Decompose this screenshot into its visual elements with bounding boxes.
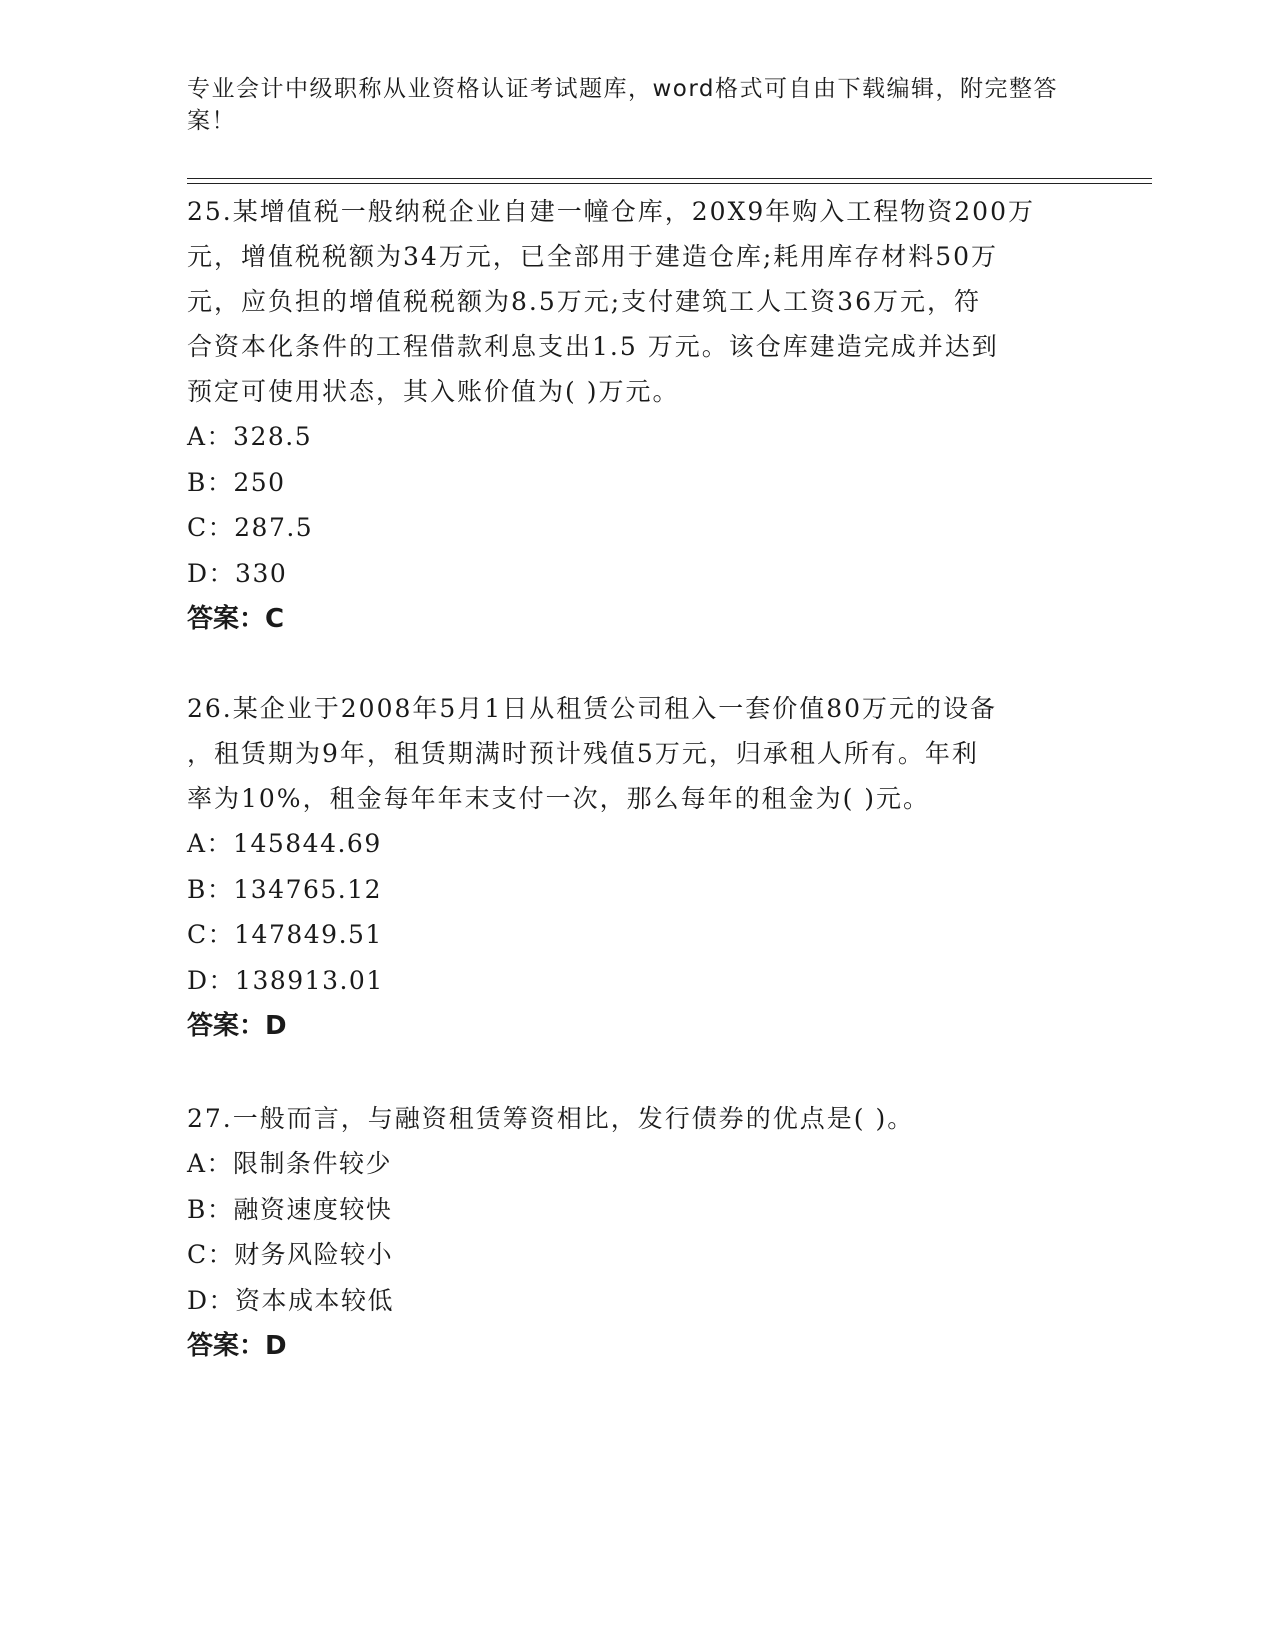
question-stem — [187, 189, 1087, 414]
option-c: C：财务风险较小 — [187, 1240, 394, 1269]
option-b: B：250 — [187, 467, 286, 497]
stem-line: 27.一般而言，与融资租赁筹资相比，发行债券的优点是( )。 — [187, 1104, 915, 1133]
stem-line: 26.某企业于2008年5月1日从租赁公司租入一套价值80万元的设备 — [187, 694, 998, 723]
question-27 — [187, 1096, 1087, 1369]
option-a: A：328.5 — [187, 422, 313, 451]
stem-line: 合资本化条件的工程借款利息支出1.5 万元。该仓库建造完成并达到 — [187, 332, 999, 361]
stem-line: 元，增值税税额为34万元，已全部用于建造仓库;耗用库存材料50万 — [187, 242, 999, 271]
header-divider-bottom — [187, 183, 1152, 184]
option-c: C：287.5 — [187, 513, 314, 542]
answer: 答案：D — [187, 1331, 287, 1361]
header-line-2: 案！ — [187, 108, 236, 134]
option-d: D：资本成本较低 — [187, 1285, 395, 1315]
stem-line: 元，应负担的增值税税额为8.5万元;支付建筑工人工资36万元，符 — [187, 287, 981, 316]
header-line-1: 专业会计中级职称从业资格认证考试题库，word格式可自由下载编辑，附完整答 — [187, 76, 1059, 102]
question-stem — [187, 1096, 1087, 1141]
stem-line: 率为10%，租金每年年末支付一次，那么每年的租金为( )元。 — [187, 784, 931, 813]
option-d: D：330 — [187, 558, 288, 588]
question-26 — [187, 686, 1087, 1049]
option-c: C：147849.51 — [187, 920, 383, 949]
stem-line: ，租赁期为9年，租赁期满时预计残值5万元，归承租人所有。年利 — [187, 739, 979, 768]
answer: 答案：C — [187, 604, 285, 634]
option-a: A：145844.69 — [187, 829, 382, 858]
option-b: B：融资速度较快 — [187, 1194, 393, 1224]
header-divider-top — [187, 178, 1152, 179]
answer: 答案：D — [187, 1011, 287, 1041]
document-header — [187, 73, 1067, 137]
stem-line: 25.某增值税一般纳税企业自建一幢仓库，20X9年购入工程物资200万 — [187, 197, 1035, 226]
stem-line: 预定可使用状态，其入账价值为( )万元。 — [187, 377, 680, 406]
question-25 — [187, 189, 1087, 642]
question-stem — [187, 686, 1087, 821]
option-a: A：限制条件较少 — [187, 1149, 393, 1178]
option-b: B：134765.12 — [187, 874, 383, 904]
option-d: D：138913.01 — [187, 965, 384, 995]
